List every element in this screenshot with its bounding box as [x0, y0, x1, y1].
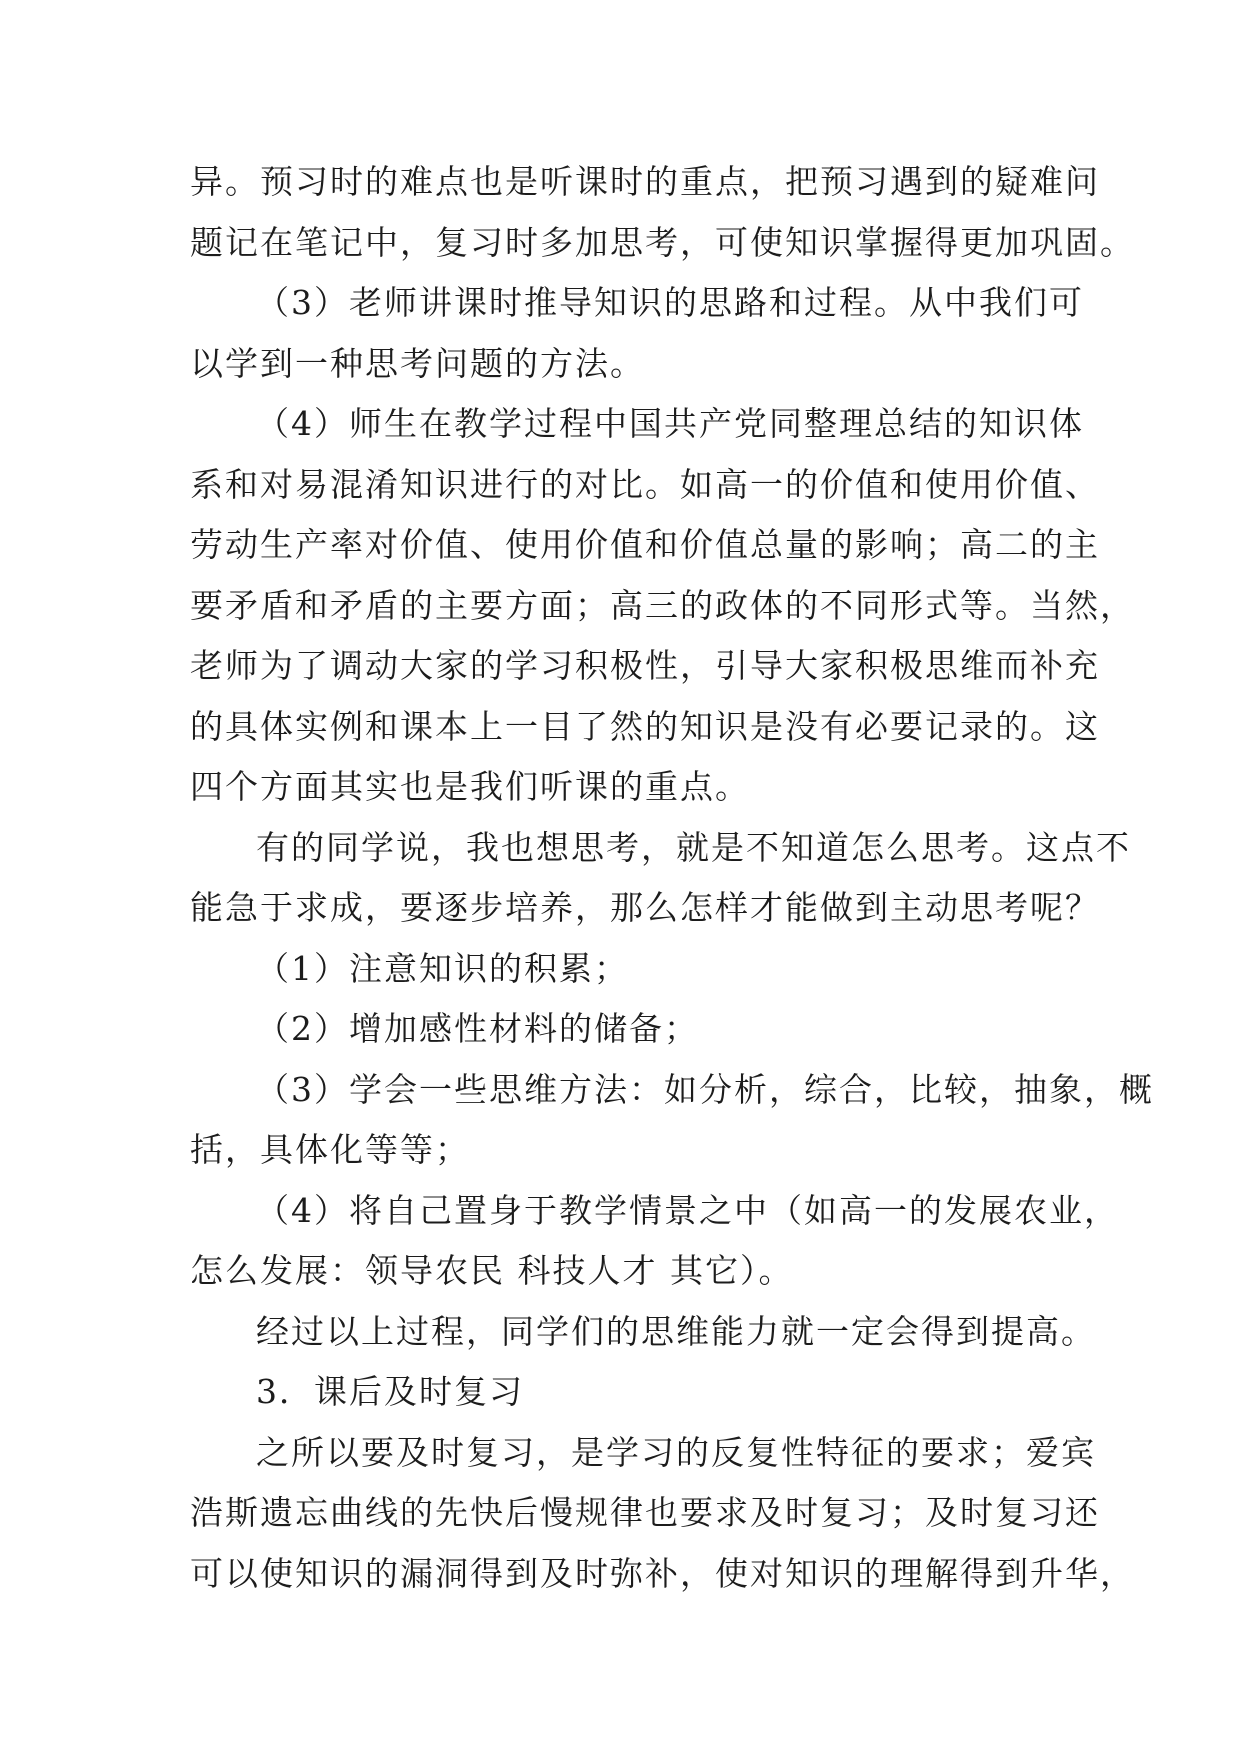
text-line: 经过以上过程，同学们的思维能力就一定会得到提高。 [256, 1311, 1096, 1351]
text-line: 老师为了调动大家的学习积极性，引导大家积极思维而补充 [190, 646, 1100, 685]
text-line: （4）将自己置身于教学情景之中（如高一的发展农业， [256, 1190, 1119, 1230]
text-line: 括，具体化等等； [190, 1130, 470, 1169]
text-line: 能急于求成，要逐步培养，那么怎样才能做到主动思考呢？ [190, 888, 1100, 927]
text-line: （3）学会一些思维方法：如分析，综合，比较，抽象，概 [256, 1069, 1154, 1109]
text-line: 系和对易混淆知识进行的对比。如高一的价值和使用价值、 [190, 464, 1100, 504]
text-line: 浩斯遗忘曲线的先快后慢规律也要求及时复习；及时复习还 [190, 1493, 1100, 1532]
text-line: 异。预习时的难点也是听课时的重点，把预习遇到的疑难问 [190, 162, 1100, 201]
text-line: 劳动生产率对价值、使用价值和价值总量的影响；高二的主 [190, 525, 1100, 564]
text-line: （4）师生在教学过程中国共产党同整理总结的知识体 [256, 404, 1084, 443]
section-heading: 3．课后及时复习 [256, 1372, 524, 1411]
text-line: 有的同学说，我也想思考，就是不知道怎么思考。这点不 [256, 827, 1131, 867]
text-line: （1）注意知识的积累； [256, 948, 629, 988]
text-line: （3）老师讲课时推导知识的思路和过程。从中我们可 [256, 283, 1084, 322]
text-line: 要矛盾和矛盾的主要方面；高三的政体的不同形式等。当然， [190, 585, 1135, 625]
text-line: 题记在笔记中，复习时多加思考，可使知识掌握得更加巩固。 [190, 222, 1135, 262]
text-line: 可以使知识的漏洞得到及时弥补，使对知识的理解得到升华， [190, 1553, 1135, 1593]
text-line: 的具体实例和课本上一目了然的知识是没有必要记录的。这 [190, 706, 1100, 746]
text-line: 怎么发展：领导农民 科技人才 其它）。 [190, 1251, 794, 1290]
text-line: 四个方面其实也是我们听课的重点。 [190, 767, 750, 806]
text-line: 以学到一种思考问题的方法。 [190, 343, 645, 383]
document-body [190, 152, 1154, 1604]
text-line: 之所以要及时复习，是学习的反复性特征的要求；爱宾 [256, 1432, 1096, 1472]
text-line: （2）增加感性材料的储备； [256, 1009, 699, 1048]
